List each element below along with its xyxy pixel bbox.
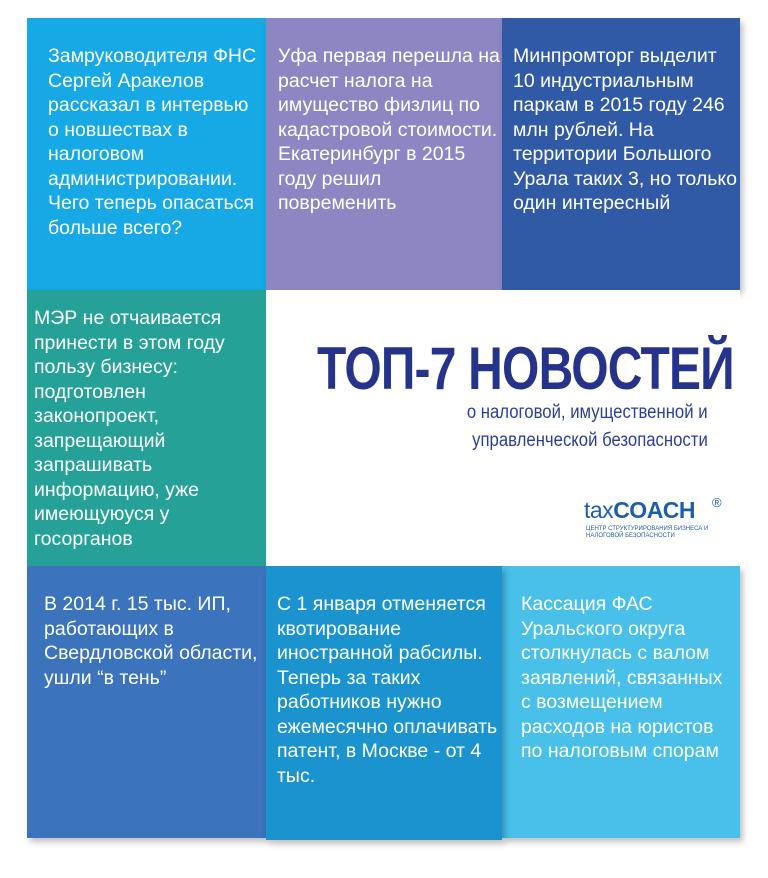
news-tile-tax-administration — [27, 18, 266, 290]
news-text: Замруководителя ФНС Сергей Аракелов рассказал в интервью о новшествах в налоговом администрировании. Чего теперь опасаться больше всего? — [48, 45, 257, 239]
title-panel — [266, 290, 740, 566]
logo-wordmark — [584, 497, 695, 524]
news-text: МЭР не отчаивается принести в этом году пользу бизнесу: подготовлен законопроект, запрещающий запрашивать информацию, уже имеющуюуся у госорганов — [34, 307, 225, 550]
news-tile-industrial-parks — [502, 18, 740, 290]
news-text: С 1 января отменяется квотирование иностранной рабсилы. Теперь за таких работников нужно ежемесячно оплачивать патент, в Москве - от 4 тыс. — [277, 593, 498, 787]
logo-prefix: tax — [584, 497, 614, 523]
news-tile-court-cassation — [502, 566, 740, 838]
news-tile-entrepreneurs — [27, 566, 266, 838]
taxcoach-logo — [584, 497, 734, 547]
news-tile-ministry-bill — [27, 290, 266, 566]
subtitle-line-1: о налоговой, имущественной и — [467, 402, 708, 423]
news-tile-foreign-labor — [266, 566, 502, 840]
subtitle-line-2: управленческой безопасности — [472, 430, 708, 451]
news-text: Кассация ФАС Уральского округа столкнулась с валом заявлений, связанных с возмещением расходов на юристов по налоговым спорам — [521, 593, 723, 762]
registered-mark-icon: ® — [712, 495, 722, 510]
news-text: Минпромторг выделит 10 индустриальным паркам в 2015 году 246 млн рублей. На территории Большого Урала таких 3, но только один интересный — [513, 45, 737, 214]
news-text: Уфа первая перешла на расчет налога на имущество физлиц по кадастровой стоимости. Екатеринбург в 2015 году решил повременить — [278, 45, 500, 214]
headline: ТОП-7 НОВОСТЕЙ — [317, 335, 734, 402]
logo-brand: COACH — [613, 497, 696, 523]
logo-tagline: ЦЕНТР СТРУКТУРИРОВАНИЯ БИЗНЕСА И НАЛОГОВОЙ БЕЗОПАСНОСТИ — [586, 526, 709, 539]
news-tile-property-tax — [266, 18, 502, 290]
news-text: В 2014 г. 15 тыс. ИП, работающих в Свердловской области, ушли “в тень” — [44, 593, 258, 689]
